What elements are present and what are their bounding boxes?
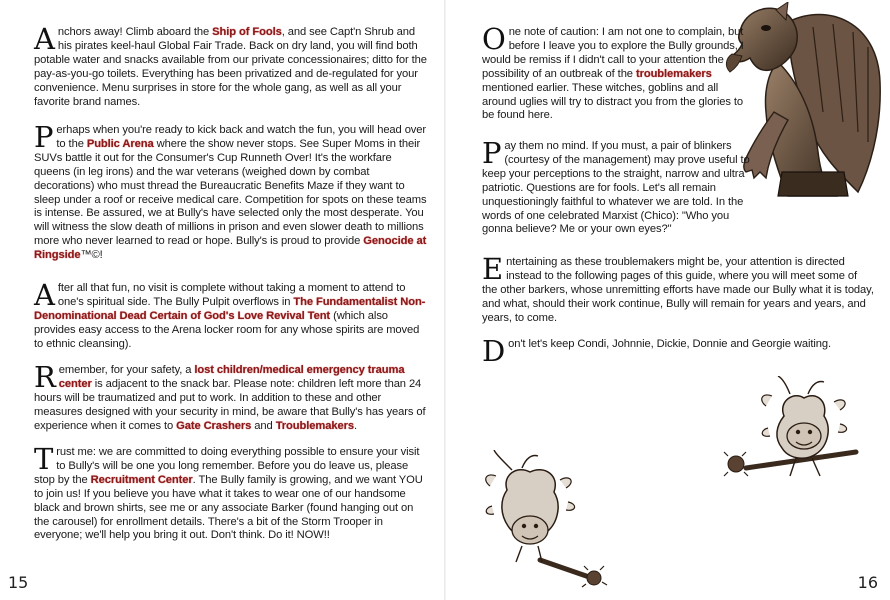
dropcap: E bbox=[482, 252, 504, 286]
text: ntertaining as these troublemakers might be, your attention is directed instead to the following pages of this guide, where you will meet some of the other barkers, whose unremitting efforts have made our Bully what it is today, and what, should their work continue, Bully will remain for years and years, and years, to come. bbox=[482, 256, 874, 324]
left-page bbox=[0, 0, 444, 600]
text: ay them no mind. If you must, a pair of blinkers (courtesy of the management) may prove useful to keep your perceptions to the straight, narrow and ultra patriotic. Questions are for fools. Let's all remain unquestioningly faithful to whatever we are told. In the words of one celebrated Marxist (Chico): "Who you gonna believe? Me or your own eyes?" bbox=[482, 140, 750, 236]
text: ne note of caution: I am not one to complain, but before I leave you to explore the Bully grounds, I would be remiss if I didn't call to your attention the possibility of an outbreak of the bbox=[482, 26, 744, 80]
right-page bbox=[446, 0, 890, 600]
text: nchors away! Climb aboard the bbox=[57, 26, 213, 38]
highlight-troublemakers-right: troublemakers bbox=[635, 67, 712, 80]
text: (which also provides easy access to the Arena locker room for any whose spirits are moved to ethnic cleansing). bbox=[34, 309, 420, 350]
text: ™©! bbox=[80, 249, 103, 262]
highlight-trauma-center: lost children/medical emergency trauma center bbox=[58, 364, 405, 390]
dropcap: A bbox=[34, 22, 55, 56]
text: mentioned earlier. These witches, goblins and all around uglies will try to distract you from the glories to be found here. bbox=[482, 81, 743, 122]
paragraph-public-arena bbox=[34, 120, 430, 263]
goblin-icon bbox=[482, 450, 632, 588]
text: . The Bully family is growing, and we want YOU to join us! If you believe you have what it takes to wear one of our handsome black and brown shirts, see me or any associate Barker (found hanging out on the carousel) for enrollment details. There's a bit of the Storm Trooper in everyone; we'll help you bring it out. Don't think. Do it! NOW!! bbox=[34, 473, 423, 542]
paragraph-caution bbox=[482, 22, 752, 123]
text: where the show never stops. See Super Moms in their SUVs battle it out for the Consumer's Cup Runneth Over! It's the workfare queens (in leg irons) and the war veterans (weighed down by combat decorations) who must thread the Bureaucratic Benefits Maze if they want to sleep under a roof or receive medical care. Competition for spots on these teams is intense. Be assured, we at Bully's have selected only the most desperate. You will witness the slow death of millions in prison and even slower death to millions more who never learned to read or hope. Bully's is proud to provide bbox=[34, 137, 427, 248]
text: . bbox=[353, 419, 357, 432]
text: erhaps when you're ready to kick back and watch the fun, you will head over to the bbox=[56, 124, 427, 150]
dropcap: D bbox=[482, 334, 506, 368]
dropcap: P bbox=[34, 120, 54, 154]
highlight-genocide: Genocide at Ringside bbox=[34, 235, 427, 262]
dropcap: R bbox=[34, 360, 56, 394]
paragraph-spiritual bbox=[34, 278, 430, 352]
text: emember, for your safety, a bbox=[58, 364, 195, 376]
paragraph-entertaining bbox=[482, 252, 874, 326]
text: rust me: we are committed to doing everything possible to ensure your visit to Bully's will be one you long remember. Before you do leave us, please stop by the bbox=[34, 446, 420, 486]
highlight-public-arena: Public Arena bbox=[86, 137, 154, 150]
paragraph-blinkers bbox=[482, 136, 762, 237]
paragraph-ship-of-fools bbox=[34, 22, 430, 109]
dropcap: A bbox=[34, 278, 55, 312]
highlight-gate-crashers: Gate Crashers bbox=[176, 419, 252, 432]
goblin-icon bbox=[716, 376, 868, 500]
paragraph-recruitment bbox=[34, 442, 430, 543]
dropcap: T bbox=[34, 442, 54, 476]
text: on't let's keep Condi, Johnnie, Dickie, Donnie and Georgie waiting. bbox=[508, 338, 831, 350]
highlight-ship-of-fools: Ship of Fools bbox=[212, 26, 282, 38]
dropcap: O bbox=[482, 22, 506, 56]
text: and bbox=[251, 419, 276, 432]
text: is adjacent to the snack bar. Please note: children left more than 24 hours will be traumatized and put to work. In addition to these and other measures designed with your security in mind, be aware that Bully's has years of experience when it comes to bbox=[34, 377, 426, 432]
text: , and see Capt'n Shrub and his pirates keel-haul Global Fair Trade. Back on dry land, you will find both potable water and snacks available from our private concessionaires; ditto for the pay-as-you-go toilets. Everything has been privatized and de-regulated for your convenience. Menu surprises in store for the whole gang, as well as all your favorite brand names. bbox=[34, 26, 427, 108]
highlight-recruitment-center: Recruitment Center bbox=[90, 473, 193, 486]
text: fter all that fun, no visit is complete without taking a moment to attend to one's spiritual side. The Bully Pulpit overflows in bbox=[57, 282, 406, 308]
highlight-revival-tent: The Fundamentalist Non-Denominational Dead Certain of God's Love Revival Tent bbox=[34, 295, 426, 322]
paragraph-condi bbox=[482, 334, 874, 368]
page-number-left: 15 bbox=[8, 573, 29, 592]
page-number-right: 16 bbox=[857, 573, 878, 592]
highlight-troublemakers: Troublemakers bbox=[275, 419, 354, 432]
paragraph-safety bbox=[34, 360, 430, 434]
dropcap: P bbox=[482, 136, 502, 170]
